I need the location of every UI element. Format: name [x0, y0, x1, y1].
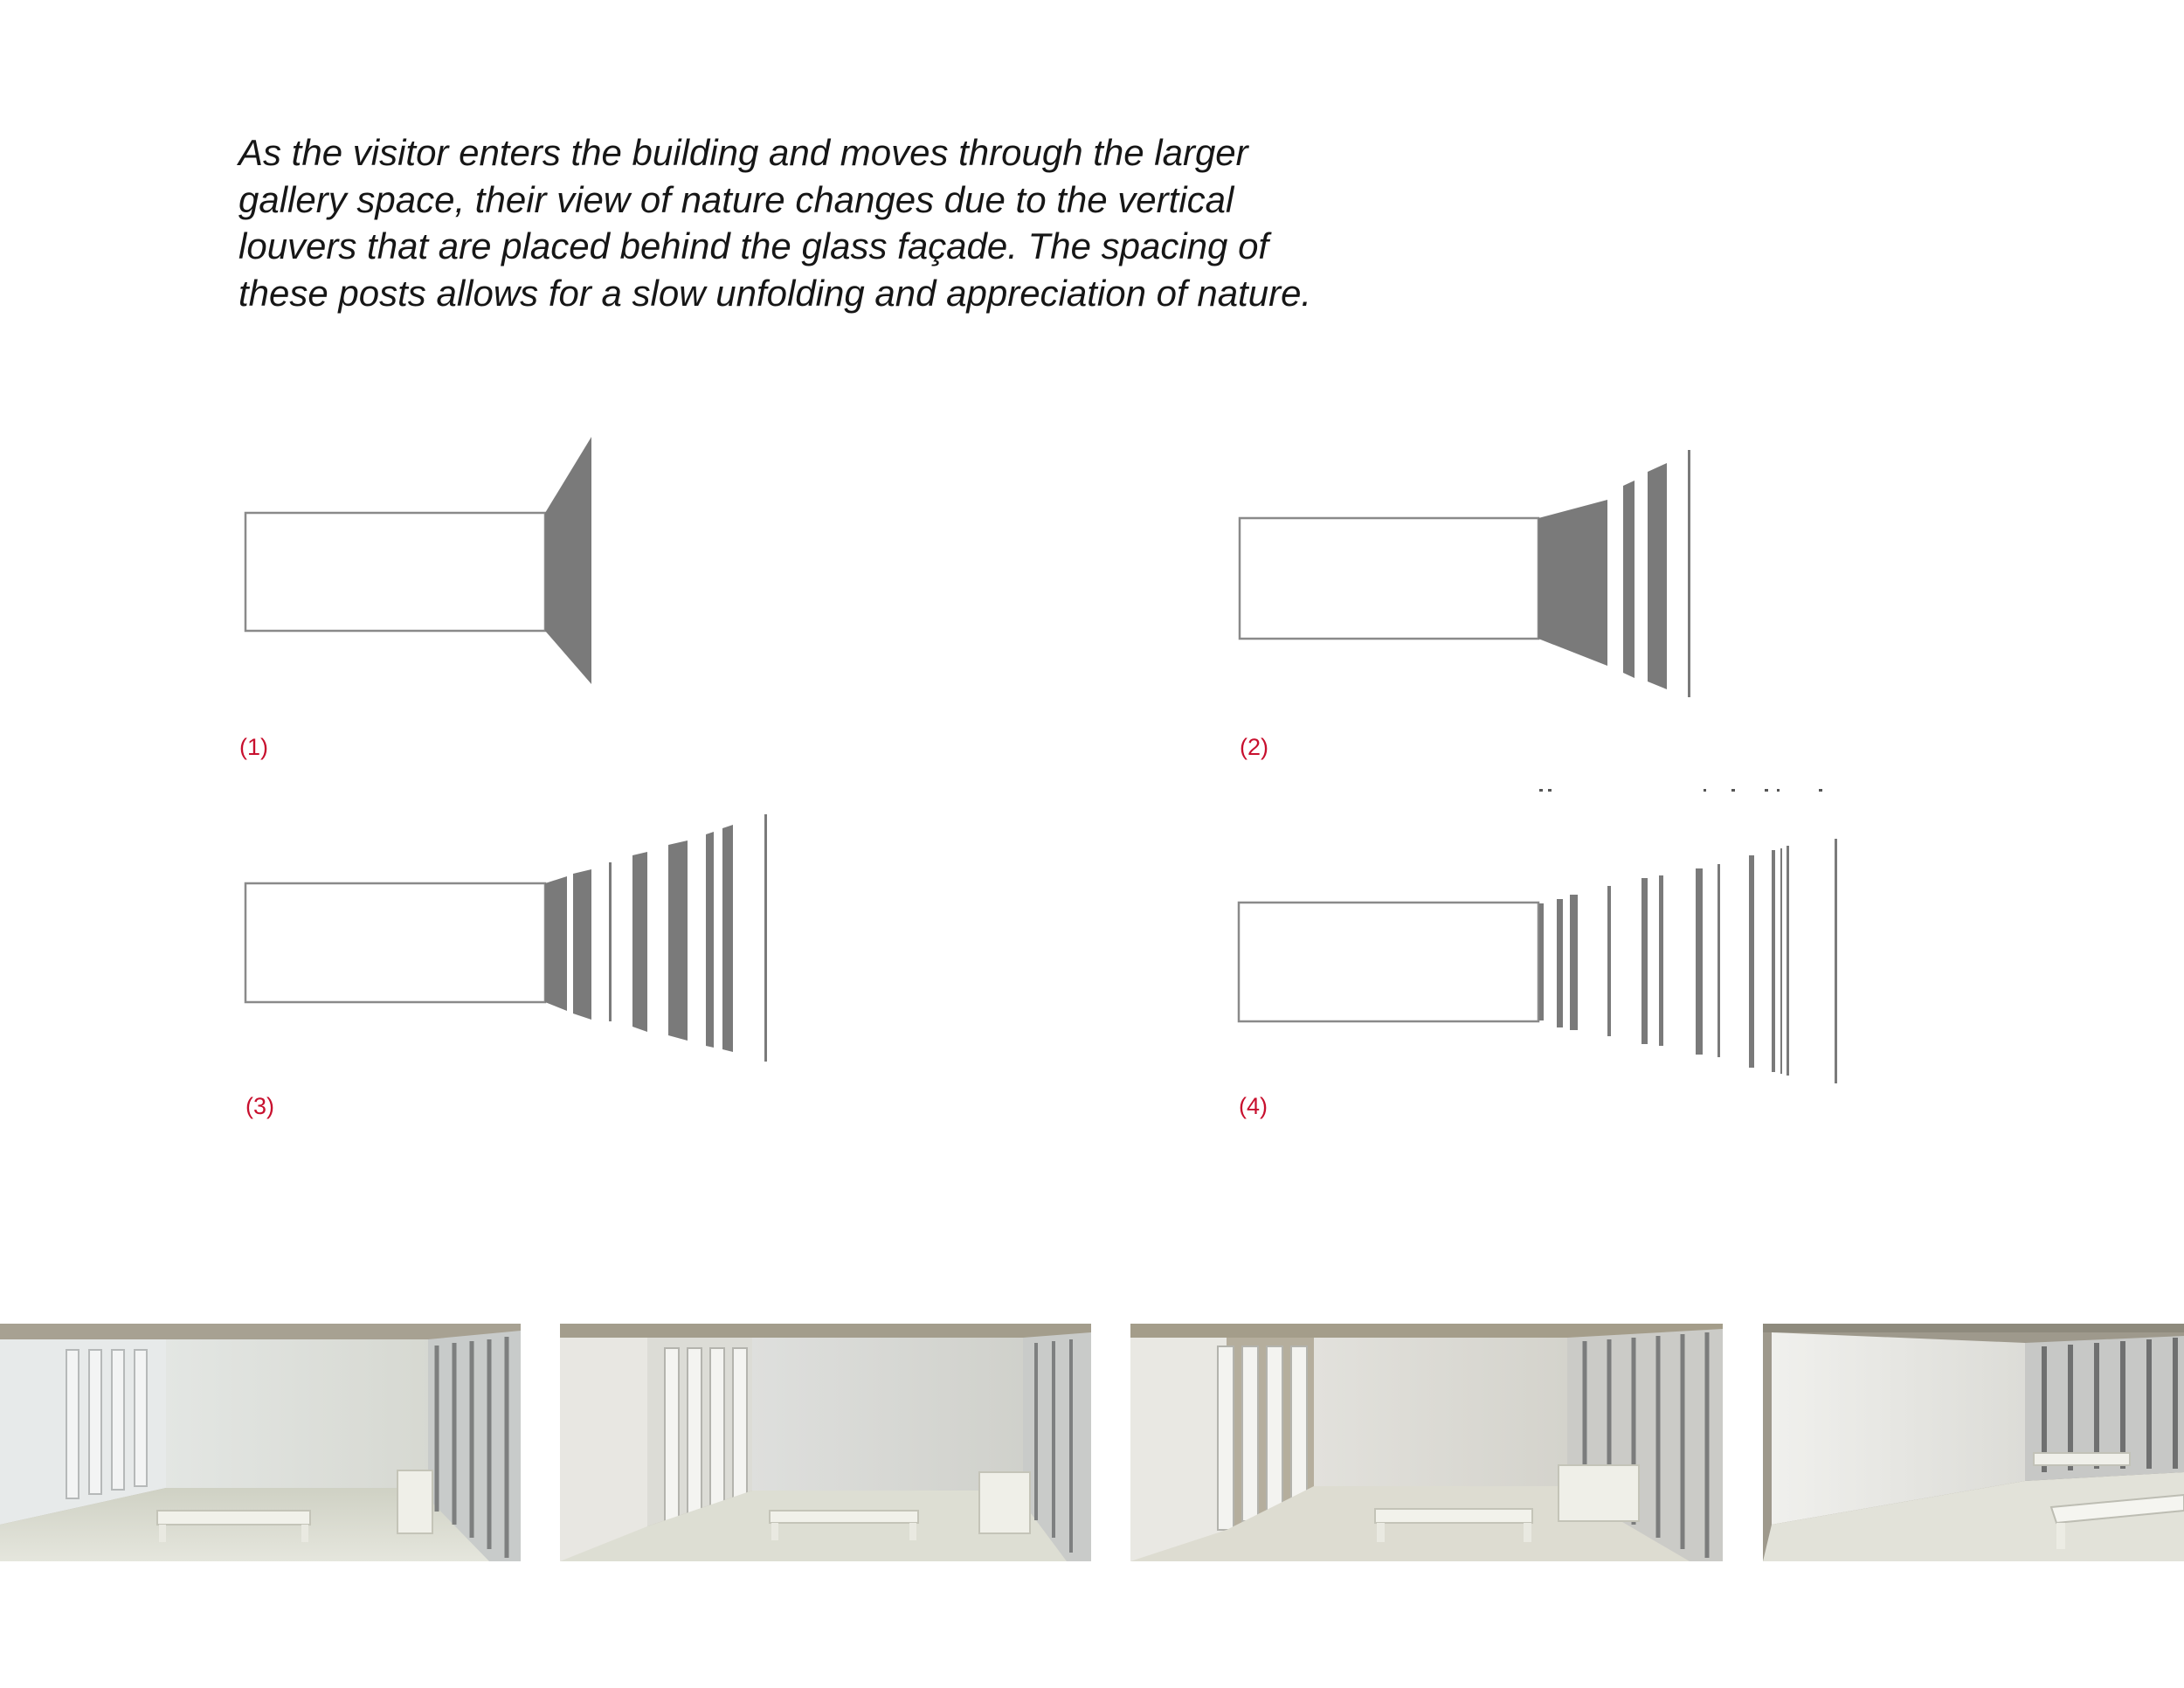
louver [1749, 855, 1754, 1068]
louver [1641, 878, 1648, 1044]
louver [706, 832, 714, 1048]
model-photo-3-image [1130, 1324, 1723, 1561]
louver [1688, 450, 1690, 697]
intro-line-2: gallery space, their view of nature changes due to the vertical [238, 178, 1234, 220]
gallery-room-box [245, 513, 545, 631]
louver [1772, 850, 1775, 1072]
glass-facade-wall [1538, 500, 1607, 666]
louver [1835, 839, 1837, 1083]
louver [1787, 846, 1789, 1076]
louver [1557, 899, 1563, 1027]
louver [1623, 481, 1635, 678]
intro-line-4: these posts allows for a slow unfolding and appreciation of nature. [238, 272, 1312, 314]
louver [764, 814, 767, 1062]
model-photo-4-image [1763, 1324, 2184, 1561]
intro-line-3: louvers that are placed behind the glass façade. The spacing of [238, 225, 1269, 266]
louver [1780, 848, 1782, 1074]
louver [722, 825, 733, 1052]
glass-facade-wall [545, 437, 591, 684]
diagram-4 [1239, 789, 1837, 1119]
model-photo-1 [0, 1324, 521, 1561]
louver [1570, 895, 1578, 1030]
diagram-label: (2) [1240, 734, 1268, 760]
louver [1696, 868, 1703, 1055]
diagram-2 [1240, 450, 1690, 760]
diagram-3 [245, 814, 767, 1119]
model-photo-2 [560, 1324, 1091, 1561]
gallery-room-box [1239, 903, 1538, 1021]
glass-facade-wall [545, 876, 567, 1011]
gallery-room-box [245, 883, 545, 1002]
diagram-label: (3) [245, 1093, 274, 1119]
louver [1539, 903, 1544, 1020]
model-photo-2-image [560, 1324, 1091, 1561]
diagram-label: (4) [1239, 1093, 1268, 1119]
model-photo-1-image [0, 1324, 521, 1561]
louver [1648, 463, 1667, 689]
louver [1717, 864, 1720, 1057]
model-photo-strip [0, 1324, 2184, 1561]
louver [632, 852, 647, 1032]
diagram-1 [239, 437, 591, 760]
model-photo-3 [1130, 1324, 1723, 1561]
model-photo-4 [1763, 1324, 2184, 1561]
louver [668, 841, 688, 1041]
louver [573, 869, 591, 1020]
gallery-room-box [1240, 518, 1538, 639]
diagram-label: (1) [239, 734, 268, 760]
faint-marks [1539, 789, 1822, 792]
louver [1659, 875, 1663, 1046]
intro-line-1: As the visitor enters the building and moves through the larger [238, 132, 1248, 173]
louver [1607, 886, 1611, 1036]
louver [609, 862, 612, 1021]
